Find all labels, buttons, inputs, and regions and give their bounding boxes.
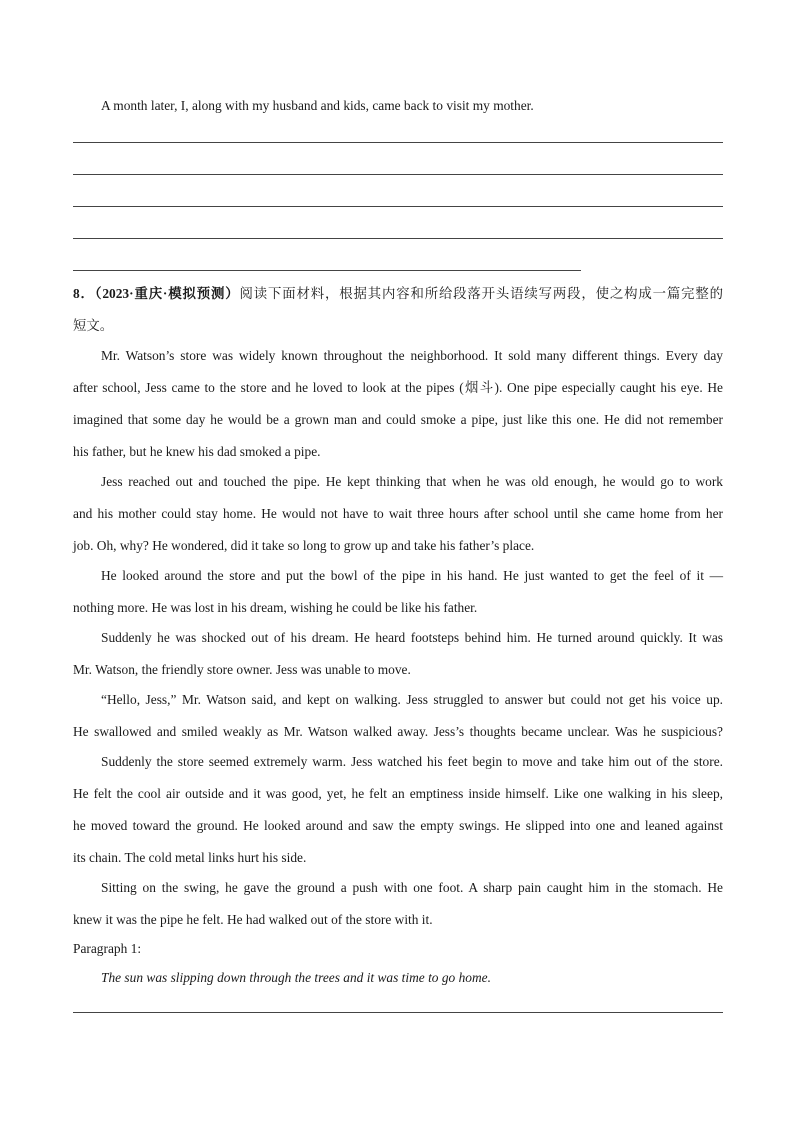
passage-line: knew it was the pipe he felt. He had walked out of the store with it. — [73, 912, 433, 927]
passage-line: and his mother could stay home. He would not have to wait three hours after school until she came home from her — [73, 506, 723, 521]
answer-line — [73, 206, 723, 207]
question-number: 8． — [73, 286, 95, 301]
passage-line: Mr. Watson’s store was widely known throughout the neighborhood. It sold many different things. Every day — [101, 348, 723, 363]
passage-line: after school, Jess came to the store and he loved to look at the pipes (烟斗). One pipe especially caught his eye. He — [73, 380, 723, 395]
paragraph1-label: Paragraph 1: — [73, 941, 142, 956]
passage-line: job. Oh, why? He wondered, did it take so long to grow up and take his father’s place. — [73, 538, 535, 553]
answer-line — [73, 270, 581, 271]
passage-line: Suddenly he was shocked out of his dream. He heard footsteps behind him. He turned around quickly. It was — [101, 630, 723, 645]
paragraph-opening-line: A month later, I, along with my husband and kids, came back to visit my mother. — [101, 98, 534, 113]
passage-line: he moved toward the ground. He looked around and saw the empty swings. He slipped into one and leaned against — [73, 818, 723, 833]
paragraph1-opening: The sun was slipping down through the trees and it was time to go home. — [101, 970, 491, 985]
question-source: （2023·重庆·模拟预测） — [94, 286, 240, 301]
passage-line: Mr. Watson, the friendly store owner. Jess was unable to move. — [73, 662, 411, 677]
passage-line: Suddenly the store seemed extremely warm. Jess watched his feet begin to move and take him out of the store. — [101, 754, 723, 769]
passage-line: nothing more. He was lost in his dream, wishing he could be like his father. — [73, 600, 478, 615]
passage-line: its chain. The cold metal links hurt his side. — [73, 850, 307, 865]
passage-line: He felt the cool air outside and it was good, yet, he felt an emptiness inside himself. Like one walking in his sleep, — [73, 786, 723, 801]
passage-line: imagined that some day he would be a grown man and could smoke a pipe, just like this one. He did not remember — [73, 412, 723, 427]
answer-line — [73, 1012, 723, 1013]
passage-line: Jess reached out and touched the pipe. He kept thinking that when he was old enough, he would go to work — [101, 474, 723, 489]
answer-line — [73, 142, 723, 143]
passage-line: Sitting on the swing, he gave the ground a push with one foot. A sharp pain caught him in the stomach. He — [101, 880, 723, 895]
question-instruction-cont: 短文。 — [73, 318, 114, 333]
passage-line: his father, but he knew his dad smoked a pipe. — [73, 444, 321, 459]
passage-line: He looked around the store and put the bowl of the pipe in his hand. He just wanted to get the feel of it — — [101, 568, 723, 583]
passage-line: He swallowed and smiled weakly as Mr. Watson walked away. Jess’s thoughts became unclear. Was he suspicious? — [73, 724, 723, 739]
question-header — [73, 286, 723, 302]
question-instruction: 阅读下面材料，根据其内容和所给段落开头语续写两段，使之构成一篇完整的 — [239, 286, 724, 301]
answer-line — [73, 238, 723, 239]
passage-line: “Hello, Jess,” Mr. Watson said, and kept on walking. Jess struggled to answer but could not get his voice up. — [101, 692, 723, 707]
answer-line — [73, 174, 723, 175]
